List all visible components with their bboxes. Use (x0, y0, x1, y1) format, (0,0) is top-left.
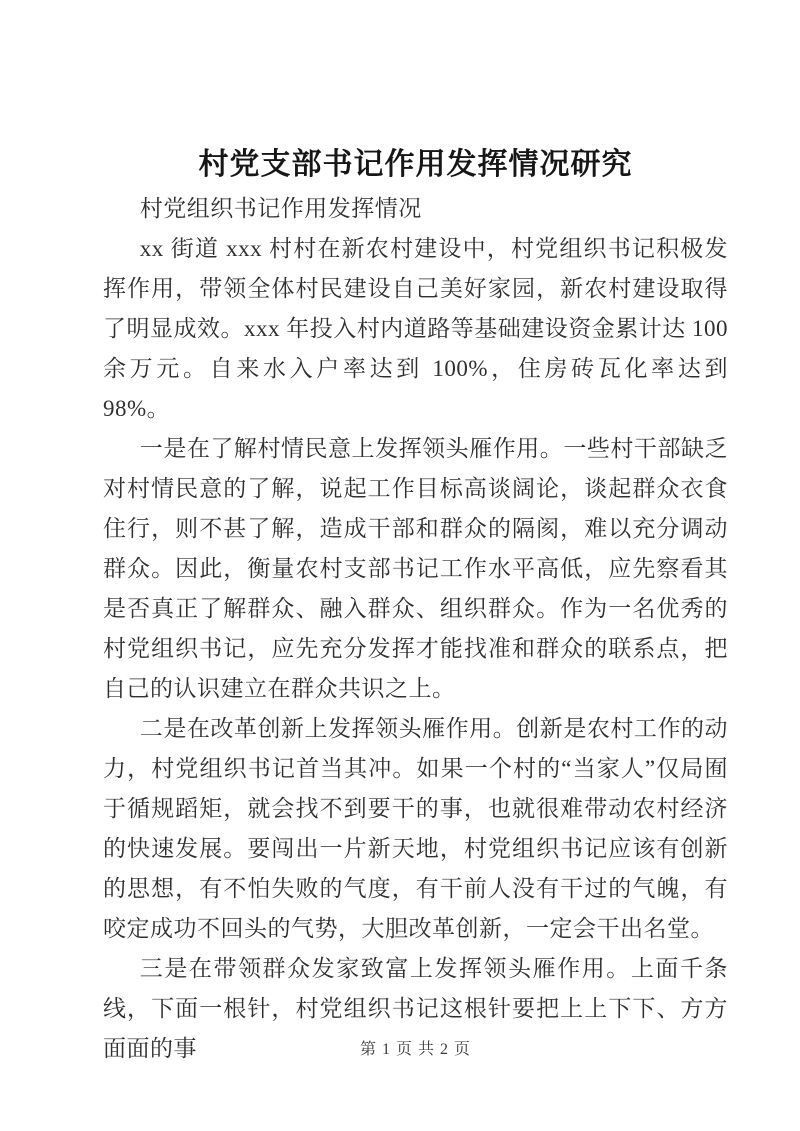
paragraph-point-three: 三是在带领群众发家致富上发挥领头雁作用。上面千条线，下面一根针，村党组织书记这根针要把上上下下、方方面面的事 (103, 956, 728, 1061)
document-title: 村党支部书记作用发挥情况研究 (198, 148, 633, 181)
paragraph-point-two: 二是在改革创新上发挥领头雁作用。创新是农村工作的动力，村党组织书记首当其冲。如果一个村的“当家人”仅局囿于循规蹈矩，就会找不到要干的事，也就很难带动农村经济的快速发展。要闯出一片新天地，村党组织书记应该有创新的思想，有不怕失败的气度，有干前人没有干过的气魄，有咬定成功不回头的气势，大胆改革创新，一定会干出名堂。 (103, 716, 728, 941)
document-content (103, 0, 728, 1069)
paragraph-intro: xx 街道 xxx 村村在新农村建设中，村党组织书记积极发挥作用，带领全体村民建设自己美好家园，新农村建设取得了明显成效。xxx 年投入村内道路等基础建设资金累计达 100 余万元。自来水入户率达到 100%，住房砖瓦化率达到 98%。 (103, 236, 728, 421)
page-number-footer: 第 1 页 共 2 页 (359, 1041, 471, 1058)
paragraph-point-one: 一是在了解村情民意上发挥领头雁作用。一些村干部缺乏对村情民意的了解，说起工作目标高谈阔论，谈起群众衣食住行，则不甚了解，造成干部和群众的隔阂，难以充分调动群众。因此，衡量农村支部书记工作水平高低，应先察看其是否真正了解群众、融入群众、组织群众。作为一名优秀的村党组织书记，应先充分发挥才能找准和群众的联系点，把自己的认识建立在群众共识之上。 (103, 436, 728, 701)
paragraph-subtitle: 村党组织书记作用发挥情况 (139, 196, 422, 221)
document-body (103, 189, 728, 1069)
